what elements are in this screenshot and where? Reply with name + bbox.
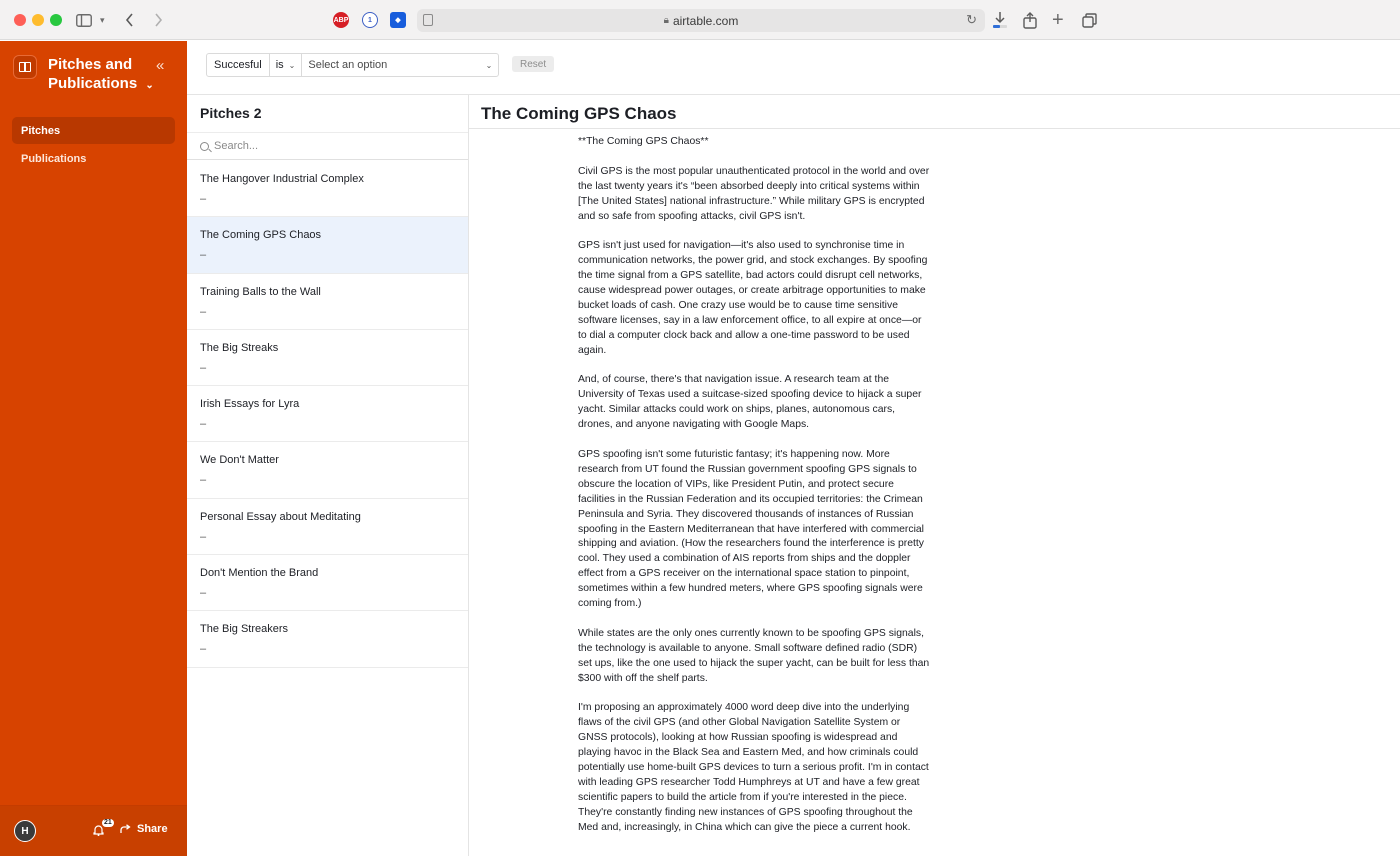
page-icon (423, 14, 433, 26)
sidebar-item-label: Pitches (21, 124, 61, 137)
base-title-text: Pitches and Publications (48, 56, 138, 92)
divider (469, 128, 1400, 129)
record-subtitle: – (200, 249, 207, 262)
base-book-icon[interactable] (13, 55, 37, 79)
body-paragraph: **The Coming GPS Chaos** (578, 136, 709, 147)
sidebar-item-publications[interactable] (12, 145, 175, 172)
adblock-extension-icon[interactable]: ABP (333, 12, 349, 28)
record-subtitle: – (200, 474, 207, 487)
download-icon[interactable] (992, 10, 1008, 30)
list-item[interactable] (187, 555, 468, 611)
list-item[interactable] (187, 499, 468, 555)
tab-overview-icon[interactable] (1082, 10, 1097, 30)
filter-value-select[interactable] (302, 54, 498, 76)
body-paragraph: GPS spoofing isn't some futuristic fantasy; it's happening now. More research from UT found the Russian government spoofing GPS signals to obscure the location of VIPs, like President Putin, and protect secure facilities in the Russian Federation and its occupied territories: the Crimean Peninsula and Syria. They discovered thousands of instances of Russian spoofing in the Eastern Mediterranean that have interfered with commercial shipping and aviation. (How the researchers found the interference is pretty cool. They used a combination of AIS reports from ships and the doppler effect from a GPS receiver on the international space station to pinpoint, sometimes within a few hundred meters, where GPS spoofing signals were coming from.) (578, 448, 924, 610)
collapse-sidebar-icon[interactable]: « (156, 57, 165, 74)
share-arrow-icon (120, 824, 131, 834)
list-item[interactable] (187, 611, 468, 667)
record-detail-panel (469, 95, 1400, 856)
chevron-down-icon: ⌄ (485, 60, 493, 70)
list-title: Pitches 2 (200, 105, 262, 121)
filter-condition (206, 53, 499, 77)
record-list-panel (187, 95, 469, 856)
lock-icon: 🔒︎ (663, 15, 669, 26)
record-subtitle: – (200, 361, 207, 374)
minimize-window-button[interactable] (32, 14, 44, 26)
record-subtitle: – (200, 418, 207, 431)
record-subtitle: – (200, 587, 207, 600)
body-paragraph: Civil GPS is the most popular unauthenticated protocol in the world and over the last twenty years it's “been absorbed deeply into critical systems within [The United States] national infrastructure.” While military GPS is encrypted and so safe from spoofing attacks, civil GPS isn't. (578, 165, 930, 222)
list-item[interactable] (187, 161, 468, 217)
list-item[interactable] (187, 386, 468, 442)
reset-button[interactable] (512, 56, 554, 72)
record-title: Irish Essays for Lyra (200, 398, 300, 411)
body-paragraph: I'm proposing an approximately 4000 word deep dive into the underlying flaws of the civil GPS (and other Global Navigation Satellite System or GNSS protocols), looking at how Russian spoofing is widespread and playing havoc in the Black Sea and Eastern Med, and how criminals could potentially use home-built GPS devices to turn a serious profit. I'm in contact with leading GPS researcher Todd Humphreys at UT and have a few great scientific papers to build the article from if you're interested in the piece. They're constantly finding new instances of GPS spoofing throughout the Med and, increasingly, in China which can give the piece a current hook. (578, 702, 929, 833)
filter-operator-select[interactable] (270, 54, 303, 76)
chevron-down-icon[interactable]: ⌄ (145, 80, 154, 91)
avatar[interactable] (14, 820, 36, 842)
filter-field-label: Succesful (214, 59, 262, 71)
body-paragraph: And, of course, there's that navigation issue. A research team at the University of Texas used a suitcase-sized spoofing device to hijack a super yacht. Similar attacks could work on ships, planes, autonomous cars, drones, and anyone navigating with Google Maps. (578, 374, 922, 431)
url-text: airtable.com (672, 13, 739, 28)
avatar-initial: H (21, 825, 29, 837)
record-title: Training Balls to the Wall (200, 285, 321, 298)
record-subtitle: – (200, 643, 207, 656)
sidebar-item-pitches[interactable] (12, 117, 175, 144)
list-item[interactable] (187, 330, 468, 386)
close-window-button[interactable] (14, 14, 26, 26)
sidebar (0, 41, 187, 856)
notification-count-badge: 21 (104, 819, 112, 826)
sidebar-footer (0, 805, 187, 856)
forward-arrow-icon[interactable] (154, 10, 163, 30)
share-label: Share (137, 823, 168, 835)
chevron-down-icon[interactable]: ▾ (100, 14, 105, 25)
share-button[interactable] (120, 823, 168, 835)
filter-operator-label: is (275, 59, 284, 71)
address-bar[interactable] (417, 9, 985, 32)
back-arrow-icon[interactable] (125, 10, 134, 30)
body-paragraph: While states are the only ones currently known to be spoofing GPS signals, the technology is available to anyone. Small software defined radio (SDR) set ups, like the one used to hijack the super yacht, can be built for less than $300 with off the shelf parts. (578, 627, 930, 684)
record-list (187, 161, 468, 668)
record-body[interactable] (578, 135, 930, 850)
zoom-window-button[interactable] (50, 14, 62, 26)
list-item[interactable] (187, 274, 468, 330)
body-paragraph: GPS isn't just used for navigation—it's also used to synchronise time in communication networks, the power grid, and stock exchanges. By spoofing the time signal from a GPS satellite, bad actors could disrupt cell networks, cause widespread power outages, or create arbitrage opportunities to make bucket loads of cash. One crazy use would be to cause time sensitive software licenses, say in a law enforcement office, to all expire at once—or to dial a computer clock back and allow a one-time password to be used again. (578, 240, 928, 356)
record-title: Personal Essay about Meditating (200, 510, 361, 523)
share-page-icon[interactable] (1023, 10, 1037, 30)
list-item[interactable] (187, 442, 468, 498)
record-title: Don't Mention the Brand (200, 567, 319, 580)
filter-bar (187, 41, 1400, 95)
sidebar-toggle-icon[interactable] (76, 10, 92, 30)
record-subtitle: – (200, 193, 207, 205)
list-item-selected[interactable] (187, 217, 468, 273)
filter-field-select[interactable] (207, 54, 270, 76)
search-input[interactable] (187, 132, 468, 160)
base-title[interactable] (48, 55, 156, 95)
browser-toolbar (0, 0, 1400, 40)
filter-value-placeholder: Select an option (308, 59, 388, 71)
password-manager-icon[interactable]: 1 (362, 12, 378, 28)
reload-icon[interactable]: ↻ (966, 12, 977, 27)
shield-extension-icon[interactable]: ◆ (390, 12, 406, 28)
chevron-down-icon: ⌄ (288, 60, 296, 70)
record-subtitle: – (200, 530, 207, 543)
search-icon (200, 142, 209, 151)
record-title: We Don't Matter (200, 454, 279, 467)
record-subtitle: – (200, 305, 207, 318)
reset-label: Reset (520, 58, 547, 70)
sidebar-item-label: Publications (21, 152, 87, 165)
record-detail-title: The Coming GPS Chaos (481, 104, 677, 123)
notification-bell-icon[interactable] (93, 824, 104, 839)
record-title: The Big Streaks (200, 341, 279, 354)
record-title: The Big Streakers (200, 623, 289, 636)
search-placeholder: Search... (214, 140, 259, 152)
record-title: The Hangover Industrial Complex (200, 173, 364, 185)
new-tab-icon[interactable]: + (1052, 8, 1064, 31)
record-title: The Coming GPS Chaos (200, 229, 322, 242)
